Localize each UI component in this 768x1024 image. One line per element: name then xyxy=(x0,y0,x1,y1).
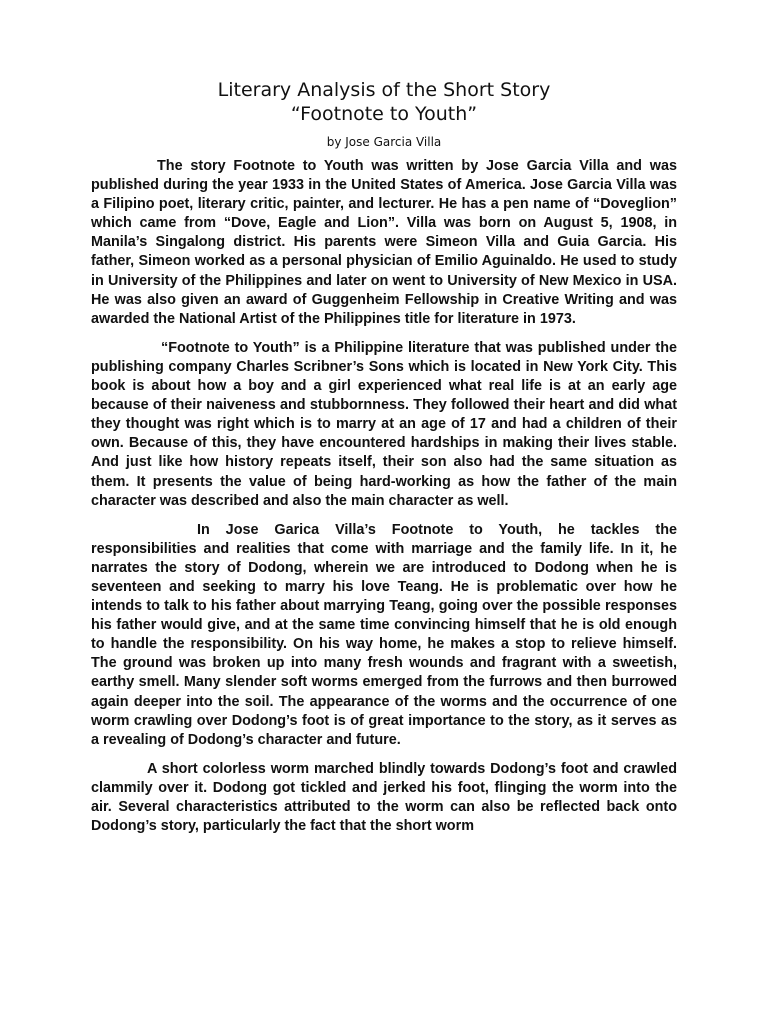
paragraph-1: The story Footnote to Youth was written by Jose Garcia Villa and was published during the year 1933 in the United States of America. Jose Garcia Villa was a Filipino poet, literary critic, painter, and lecturer. He has a pen name of “Doveglion” which came from “Dove, Eagle and Lion”. Villa was born on August 5, 1908, in Manila’s Singalong district. His parents were Simeon Villa and Guia Garcia. His father, Simeon worked as a personal physician of Emilio Aguinaldo. He used to study in University of the Philippines and later on went to University of New Mexico in USA. He was also given an award of Guggenheim Fellowship in Creative Writing and was awarded the National Artist of the Philippines title for literature in 1973. xyxy=(91,158,677,327)
paragraph-2: “Footnote to Youth” is a Philippine literature that was published under the publishing company Charles Scribner’s Sons which is located in New York City. This book is about how a boy and a girl experienced what real life is at an early age because of their naiveness and stubbornness. They followed their heart and did what they thought was right which is to marry at an age of 17 and had a children of their own. Because of this, they have encountered hardships in making their lives stable. And just like how history repeats itself, their son also had the same situation as them. It presents the value of being hard-working as how the father of the main character was described and also the main character as well. xyxy=(91,339,677,509)
title-line-1: Literary Analysis of the Short Story xyxy=(217,79,551,101)
document-title xyxy=(91,78,677,126)
title-line-2: “Footnote to Youth” xyxy=(290,103,478,125)
document-page xyxy=(91,78,677,846)
paragraph-3: In Jose Garica Villa’s Footnote to Youth, he tackles the responsibilities and realities that come with marriage and the family life. In it, he narrates the story of Dodong, wherein we are introduced to Dodong when he is seventeen and seeking to marry his love Teang. He is problematic over how he intends to talk to his father about marrying Teang, going over the possible responses his father would give, and at the same time convincing himself that he is old enough to handle the responsibility. On his way home, he makes a stop to relieve himself. The ground was broken up into many fresh wounds and fragrant with a sweetish, earthy smell. Many slender soft worms emerged from the furrows and then burrowed again deeper into the soil. The appearance of the worms and the occurrence of one worm crawling over Dodong’s foot is of great importance to the story, as it serves as a revealing of Dodong’s character and future. xyxy=(91,521,677,748)
paragraph-4: A short colorless worm marched blindly towards Dodong’s foot and crawled clammily over it. Dodong got tickled and jerked his foot, flinging the worm into the air. Several characteristics attributed to the worm can also be reflected back onto Dodong’s story, particularly the fact that the short worm xyxy=(91,760,677,835)
author-byline: by Jose Garcia Villa xyxy=(326,135,442,149)
